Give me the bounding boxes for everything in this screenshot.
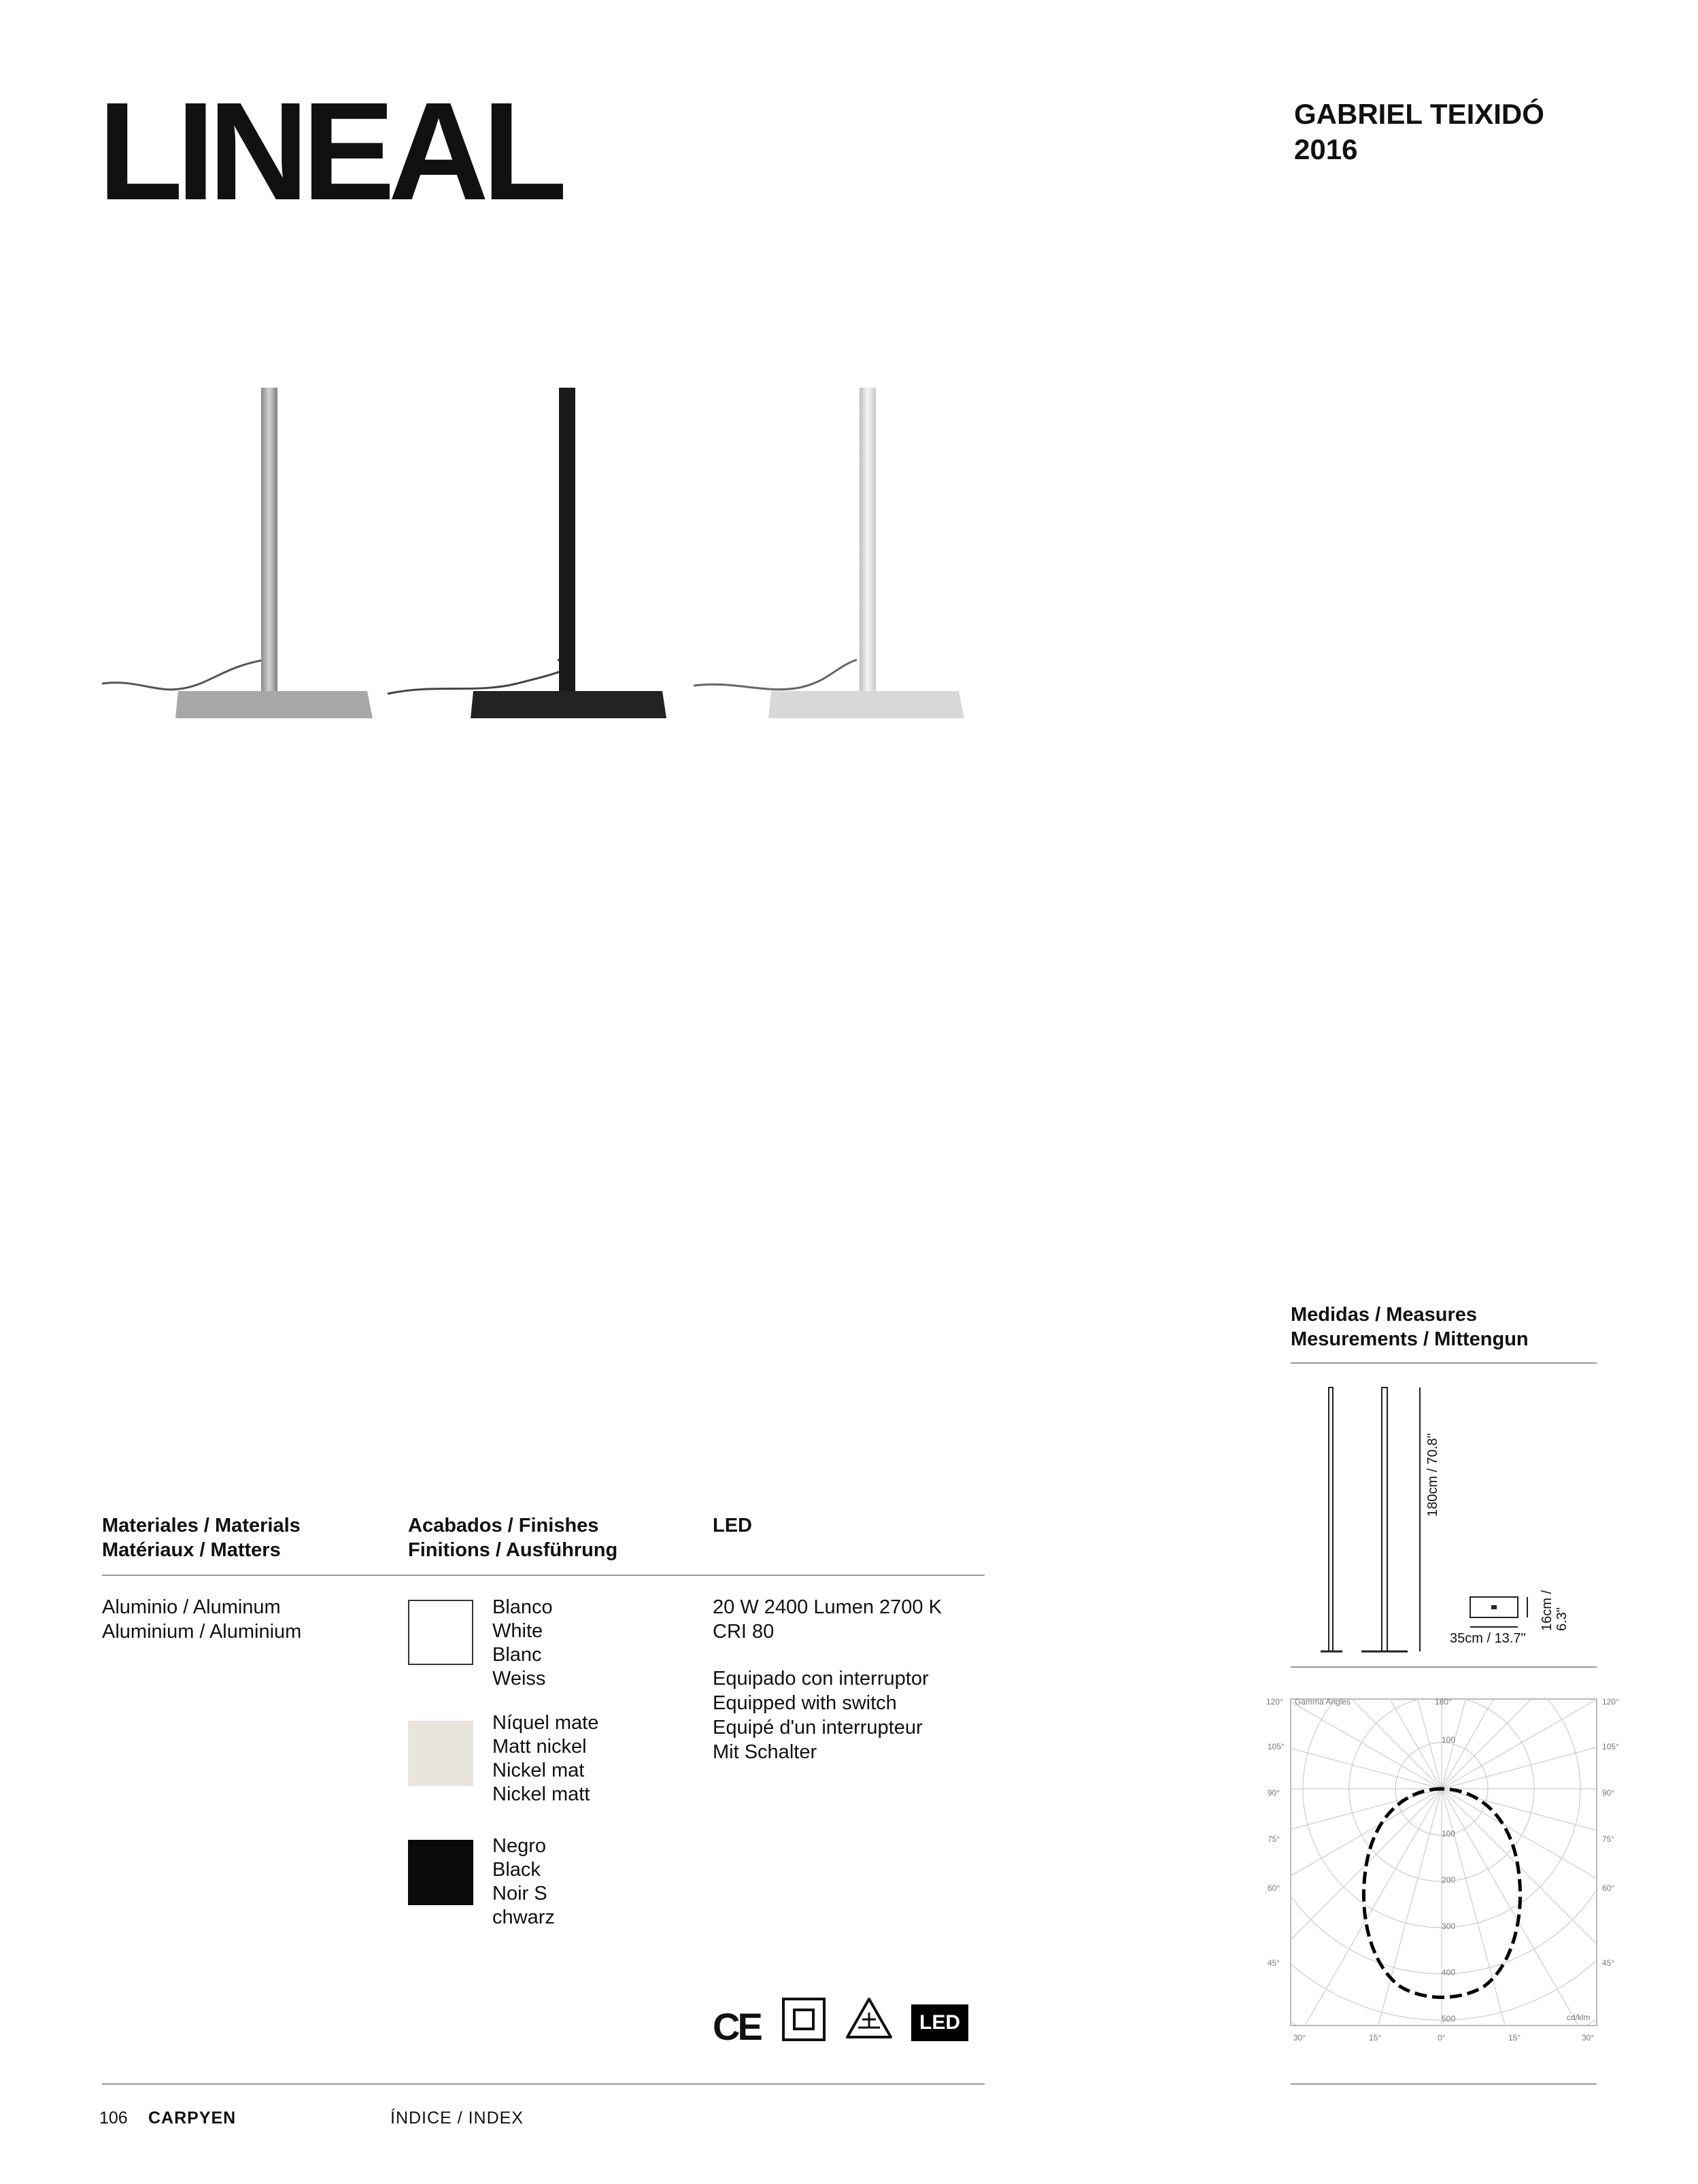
materials-values: Aluminio / Aluminum Aluminium / Aluminium <box>102 1596 302 1643</box>
ce-mark-icon: CE <box>713 2005 760 2048</box>
swatch-black <box>408 1840 473 1905</box>
radial-label-100-upper: 100 <box>1442 1735 1456 1745</box>
spec-divider <box>102 1575 985 1576</box>
swatch-nickel <box>408 1721 473 1786</box>
radial-label-500: 500 <box>1442 2014 1456 2023</box>
swatch-white <box>408 1600 473 1665</box>
right-label-90: 90° <box>1602 1788 1615 1798</box>
led-values: 20 W 2400 Lumen 2700 K CRI 80 <box>713 1596 942 1643</box>
bottom-label-0: 0° <box>1438 2033 1446 2043</box>
unit-label: cd/klm <box>1567 2013 1591 2022</box>
lamp-nickel <box>102 388 373 728</box>
gamma-top-center: 180° <box>1435 1697 1452 1707</box>
right-label-45: 45° <box>1602 1958 1615 1968</box>
gamma-top-right: 120° <box>1602 1697 1619 1707</box>
left-label-105: 105° <box>1268 1742 1285 1751</box>
left-label-75: 75° <box>1268 1834 1280 1844</box>
gamma-title: Gamma Angles <box>1295 1697 1351 1707</box>
radial-label-200: 200 <box>1442 1875 1456 1885</box>
class-ii-icon <box>782 1998 826 2041</box>
designer-name: GABRIEL TEIXIDÓ <box>1294 98 1544 130</box>
led-badge-icon: LED <box>911 2004 968 2041</box>
bottom-label-30-right: 30° <box>1582 2033 1595 2043</box>
measures-footer-divider <box>1291 2083 1597 2085</box>
product-photo <box>95 374 979 728</box>
base-width-label: 35cm / 13.7" <box>1450 1631 1526 1646</box>
index-link[interactable]: ÍNDICE / INDEX <box>390 2109 524 2128</box>
furniture-mount-icon <box>845 1996 894 2045</box>
materials-heading: Materiales / Materials Matériaux / Matters <box>102 1515 301 1561</box>
base-height-label: 16cm / 6.3" <box>1540 1590 1569 1631</box>
radial-label-300: 300 <box>1442 1921 1456 1931</box>
switch-values: Equipado con interruptor Equipped with switch Equipé d'un interrupteur Mit Schalter <box>713 1668 929 1763</box>
design-year: 2016 <box>1294 133 1358 165</box>
footer-divider <box>102 2083 985 2085</box>
left-label-90: 90° <box>1268 1788 1280 1798</box>
photometric-diagram <box>1263 1687 1631 2054</box>
gamma-top-left: 120° <box>1266 1697 1283 1707</box>
right-label-60: 60° <box>1602 1883 1615 1893</box>
measures-heading: Medidas / Measures Mesurements / Mittengun <box>1291 1304 1529 1350</box>
right-label-75: 75° <box>1602 1834 1615 1844</box>
lamp-black <box>388 388 666 718</box>
height-label: 180cm / 70.8" <box>1425 1433 1440 1517</box>
left-label-60: 60° <box>1268 1883 1280 1893</box>
designer-block <box>1294 97 1544 167</box>
bottom-label-15-right: 15° <box>1508 2033 1521 2043</box>
bottom-label-30-left: 30° <box>1293 2033 1306 2043</box>
brand-name: CARPYEN <box>148 2109 237 2128</box>
right-label-105: 105° <box>1602 1742 1619 1751</box>
radial-label-100: 100 <box>1442 1829 1456 1838</box>
led-heading: LED <box>713 1515 752 1536</box>
page-number: 106 <box>99 2109 128 2128</box>
lamp-white <box>694 388 964 718</box>
radial-label-400: 400 <box>1442 1968 1456 1977</box>
bottom-label-15-left: 15° <box>1369 2033 1382 2043</box>
left-label-45: 45° <box>1268 1958 1280 1968</box>
measures-divider-bottom <box>1291 1666 1597 1668</box>
finishes-heading: Acabados / Finishes Finitions / Ausführung <box>408 1515 618 1561</box>
measures-divider-top <box>1291 1362 1597 1364</box>
product-title: LINEAL <box>98 73 561 229</box>
